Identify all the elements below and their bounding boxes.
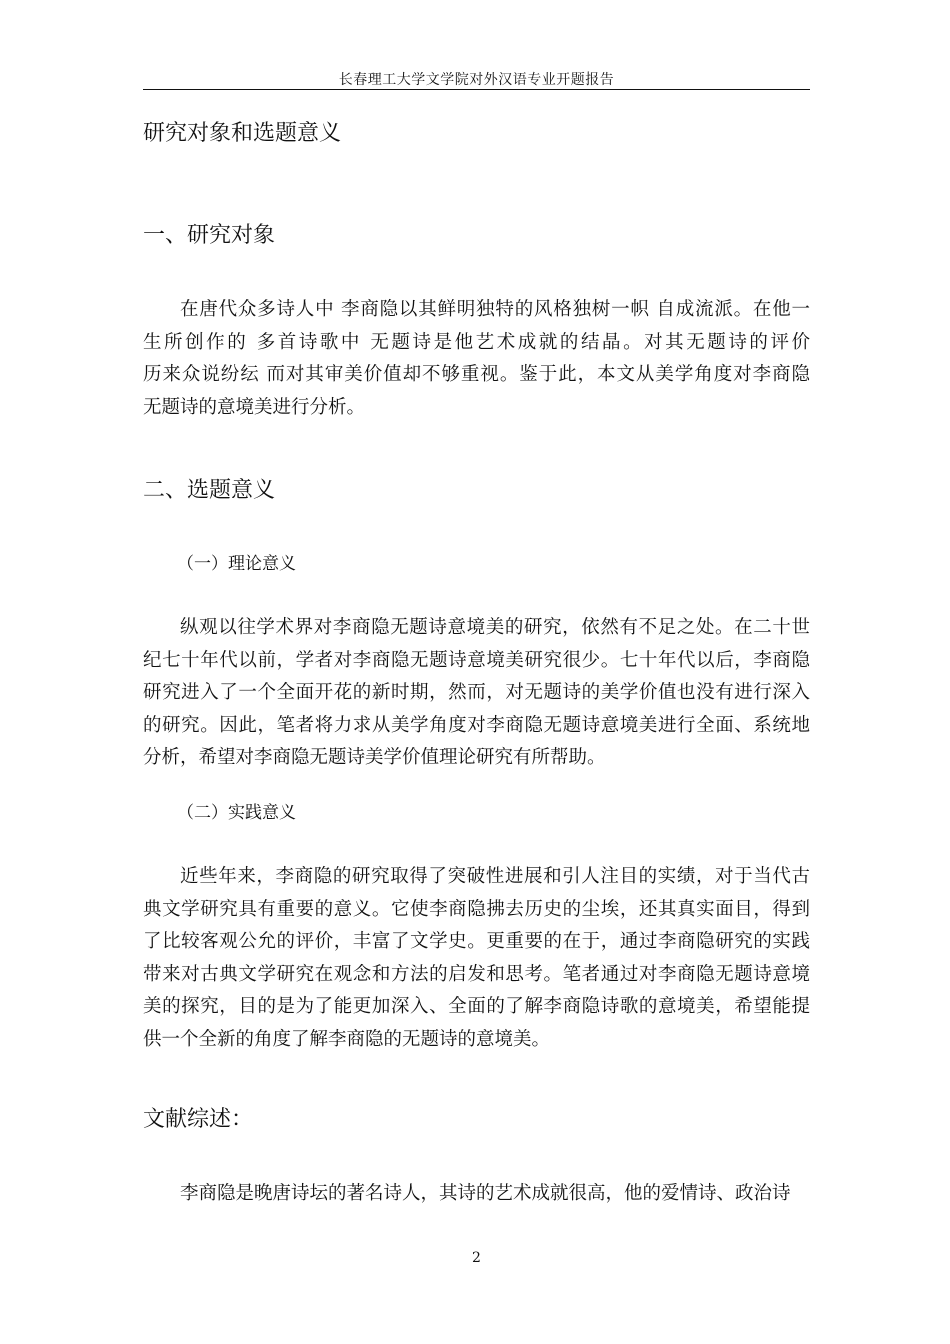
paragraph-line: 供一个全新的角度了解李商隐的无题诗的意境美。 bbox=[143, 1028, 551, 1050]
paragraph-research-object bbox=[143, 294, 810, 424]
paragraph-line: 带来对古典文学研究在观念和方法的启发和思考。笔者通过对李商隐无题诗意境 bbox=[143, 963, 810, 985]
paragraph-line: 近些年来，李商隐的研究取得了突破性进展和引人注目的实绩，对于当代古 bbox=[180, 866, 810, 887]
heading-significance: 二、选题意义 bbox=[143, 478, 276, 503]
paragraph-theoretical-significance bbox=[143, 612, 810, 775]
paragraph-line: 李商隐是晚唐诗坛的著名诗人，其诗的艺术成就很高，他的爱情诗、政治诗 bbox=[180, 1183, 791, 1204]
running-header: 长春理工大学文学院对外汉语专业开题报告 bbox=[338, 72, 615, 88]
paragraph-line: 典文学研究具有重要的意义。它使李商隐拂去历史的尘埃，还其真实面目，得到 bbox=[143, 898, 810, 920]
paragraph-line: 生所创作的 多首诗歌中 无题诗是他艺术成就的结晶。对其无题诗的评价 bbox=[143, 331, 810, 353]
paragraph-line: 无题诗的意境美进行分析。 bbox=[143, 396, 366, 418]
paragraph-line: 了比较客观公允的评价，丰富了文学史。更重要的在于，通过李商隐研究的实践 bbox=[143, 931, 810, 952]
paragraph-line: 纵观以往学术界对李商隐无题诗意境美的研究，依然有不足之处。在二十世 bbox=[180, 617, 810, 638]
heading-practical-significance: （二）实践意义 bbox=[177, 803, 296, 823]
paragraph-literature-review bbox=[143, 1178, 810, 1211]
paragraph-practical-significance bbox=[143, 861, 810, 1056]
paragraph-line: 的研究。因此，笔者将力求从美学角度对李商隐无题诗意境美进行全面、系统地 bbox=[143, 714, 810, 736]
paragraph-line: 纪七十年代以前，学者对李商隐无题诗意境美研究很少。七十年代以后，李商隐 bbox=[143, 649, 810, 671]
paragraph-line: 美的探究，目的是为了能更加深入、全面的了解李商隐诗歌的意境美，希望能提 bbox=[143, 996, 810, 1017]
section-title-research-object-and-significance: 研究对象和选题意义 bbox=[143, 121, 342, 146]
paragraph-line: 历来众说纷纭 而对其审美价值却不够重视。鉴于此，本文从美学角度对李商隐 bbox=[143, 364, 810, 385]
page-number: 2 bbox=[472, 1250, 481, 1266]
heading-theoretical-significance: （一）理论意义 bbox=[177, 554, 296, 574]
heading-research-object: 一、研究对象 bbox=[143, 223, 276, 248]
paragraph-line: 分析，希望对李商隐无题诗美学价值理论研究有所帮助。 bbox=[143, 747, 606, 768]
heading-literature-review: 文献综述： bbox=[143, 1107, 254, 1132]
paragraph-line: 研究进入了一个全面开花的新时期，然而，对无题诗的美学价值也没有进行深入 bbox=[143, 682, 810, 703]
paragraph-line: 在唐代众多诗人中 李商隐以其鲜明独特的风格独树一帜 自成流派。在他一 bbox=[180, 299, 810, 320]
header-rule bbox=[143, 89, 810, 90]
